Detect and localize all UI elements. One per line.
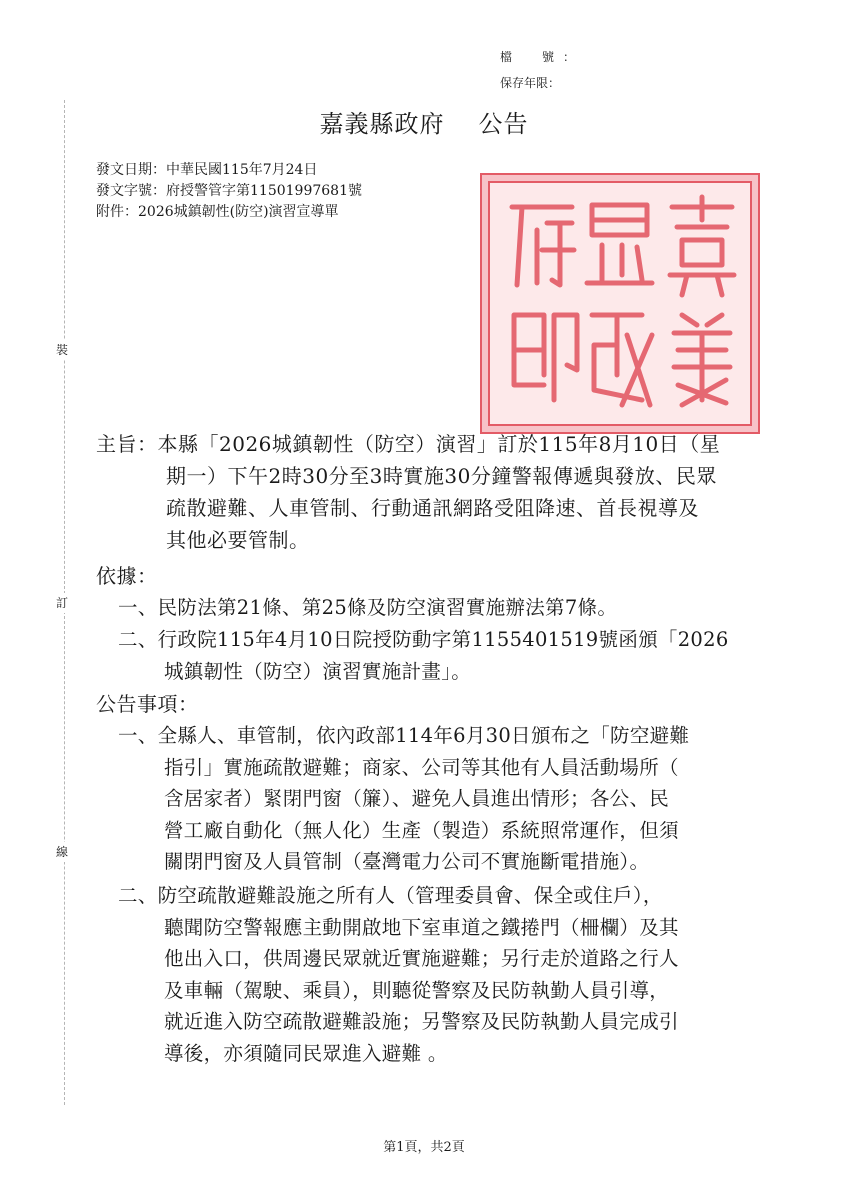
file-number-label: 檔 號： [500,50,585,64]
notice-heading: 公告事項： [96,692,199,716]
page-number: 第1頁，共2頁 [383,1140,465,1155]
basis-item [118,624,729,687]
subject-line: 期一）下午2時30分至3時實施30分鐘警報傳遞與發放、民眾 [166,464,717,488]
basis-item-number: 二、 [118,628,158,651]
basis-item-text: 城鎮韌性（防空）演習實施計畫」。 [164,659,472,683]
subject-line: 疏散避難、人車管制、行動通訊網路受阻降速、首長視導及 [166,496,699,520]
basis-item-text: 民防法第21條、第25條及防空演習實施辦法第7條。 [157,596,618,619]
retention-period-label: 保存年限： [500,76,561,90]
notice-item [118,880,679,1069]
binding-mark-zhuang: 裝 [56,340,68,360]
basis-heading: 依據： [96,564,158,588]
notice-item-text: 防空疏散避難設施之所有人（管理委員會、保全或住戶）， [157,884,663,907]
official-seal-stamp [480,173,760,434]
basis-item [118,592,617,624]
subject-label: 主旨： [96,432,158,456]
notice-item-text: 指引」實施疏散避難；商家、公司等其他有人員活動場所（ [164,755,679,779]
notice-item-text: 含居家者）緊閉門窗（簾）、避免人員進出情形；各公、民 [164,787,670,810]
notice-item [118,720,689,878]
notice-item-text: 聽聞防空警報應主動開啟地下室車道之鐵捲門（柵欄）及其 [164,915,679,939]
basis-item-text: 行政院115年4月10日院授防動字第1155401519號函頒「2026 [157,628,729,651]
seal-glyphs [482,175,758,432]
attachment-info: 附件：2026城鎮韌性(防空)演習宣導單 [96,204,339,220]
notice-item-number: 一、 [118,724,158,747]
notice-item-text: 關閉門窗及人員管制（臺灣電力公司不實施斷電措施）。 [164,850,650,873]
basis-item-number: 一、 [118,596,158,619]
subject-line: 本縣「2026城鎮韌性（防空）演習」訂於115年8月10日（星 [157,432,721,456]
subject-section [96,428,720,556]
binding-mark-xian: 線 [56,842,68,862]
agency-name: 嘉義縣政府 [319,110,445,138]
issue-date: 發文日期：中華民國115年7月24日 [96,162,318,178]
document-number: 發文字號：府授警管字第11501997681號 [96,183,362,199]
notice-item-text: 及車輛（駕駛、乘員），則聽從警察及民防執勤人員引導， [164,978,670,1002]
notice-item-text: 導後，亦須隨同民眾進入避難 。 [164,1041,448,1065]
page-title [0,104,848,139]
notice-item-text: 他出入口，供周邊民眾就近實施避難；另行走於道路之行人 [164,947,679,970]
subject-line: 其他必要管制。 [166,528,310,552]
document-type: 公告 [478,110,529,138]
binding-mark-ding: 訂 [56,593,68,613]
notice-item-text: 營工廠自動化（無人化）生產（製造）系統照常運作，但須 [164,818,679,842]
filing-info [500,44,584,96]
notice-item-number: 二、 [118,884,158,907]
notice-item-text: 全縣人、車管制，依內政部114年6月30日頒布之「防空避難 [157,724,690,747]
notice-item-text: 就近進入防空疏散避難設施；另警察及民防執勤人員完成引 [164,1010,679,1033]
document-meta [96,160,362,223]
